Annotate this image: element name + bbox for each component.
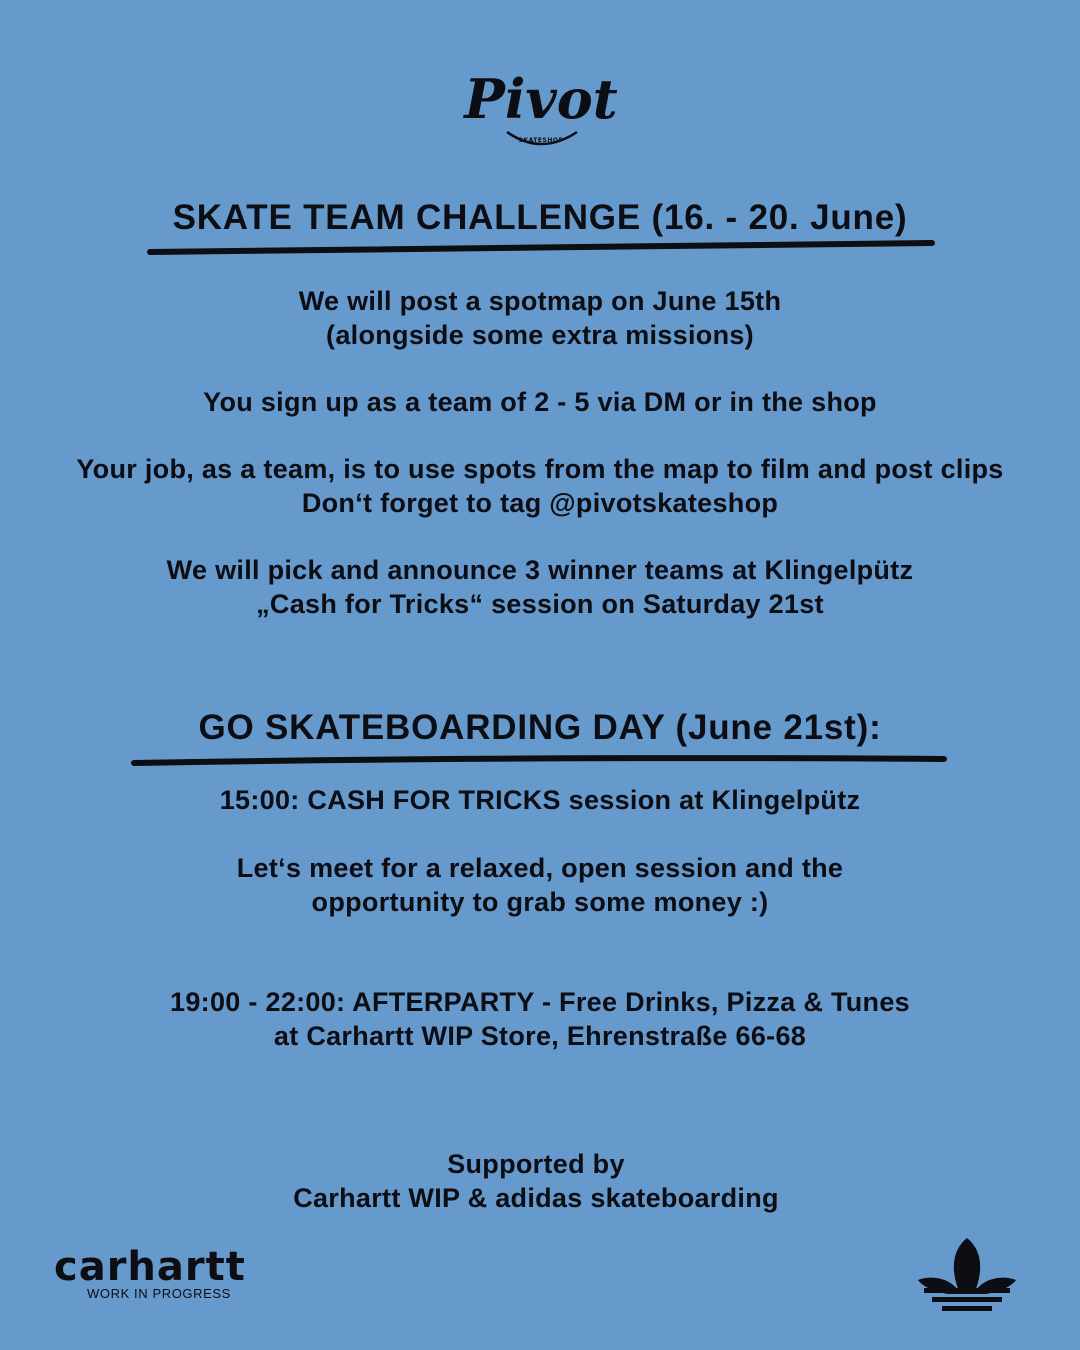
carhartt-wordmark: carhartt: [54, 1244, 246, 1290]
text-line: We will pick and announce 3 winner teams at Klingelpütz: [166, 555, 914, 585]
pivot-logo: [464, 62, 618, 154]
section2-para2: [0, 851, 1080, 919]
section1-title: SKATE TEAM CHALLENGE (16. - 20. June): [172, 198, 908, 237]
section1-para4: [0, 553, 1080, 621]
text-line: Your job, as a team, is to use spots from the map to film and post clips: [76, 454, 1004, 484]
pivot-logo-wordmark: Pivot: [464, 67, 618, 131]
section2-para3: [0, 985, 1080, 1053]
text-line: Don‘t forget to tag @pivotskateshop: [301, 488, 779, 518]
pivot-logo-subtitle: SKATESHOP: [518, 137, 564, 144]
section2-underline: [130, 750, 948, 770]
section1-para1: [0, 284, 1080, 352]
text-line: 19:00 - 22:00: AFTERPARTY - Free Drinks, Pizza & Tunes: [170, 987, 910, 1017]
carhartt-logo: [54, 1246, 286, 1301]
text-line: Let‘s meet for a relaxed, open session and the: [236, 853, 844, 883]
section1-underline: [146, 238, 936, 258]
supported-by: [0, 1147, 1076, 1215]
text-line: You sign up as a team of 2 - 5 via DM or in the shop: [203, 387, 877, 417]
adidas-trefoil-icon: [914, 1236, 1020, 1312]
carhartt-subtitle: WORK IN PROGRESS: [87, 1286, 231, 1301]
text-line: 15:00: CASH FOR TRICKS session at Klingelpütz: [219, 785, 861, 815]
text-line: Carhartt WIP & adidas skateboarding: [293, 1183, 779, 1213]
text-line: We will post a spotmap on June 15th: [298, 286, 782, 316]
text-line: at Carhartt WIP Store, Ehrenstraße 66-68: [273, 1021, 807, 1051]
pivot-logo-icon: [464, 62, 618, 154]
text-line: „Cash for Tricks“ session on Saturday 21st: [256, 589, 824, 619]
section2-title: GO SKATEBOARDING DAY (June 21st):: [198, 708, 882, 747]
text-line: Supported by: [447, 1149, 625, 1179]
text-line: opportunity to grab some money :): [311, 887, 769, 917]
text-line: (alongside some extra missions): [326, 320, 754, 350]
section1-para2: [0, 385, 1080, 419]
section1-para3: [0, 452, 1080, 520]
section2-para1: [0, 783, 1080, 817]
